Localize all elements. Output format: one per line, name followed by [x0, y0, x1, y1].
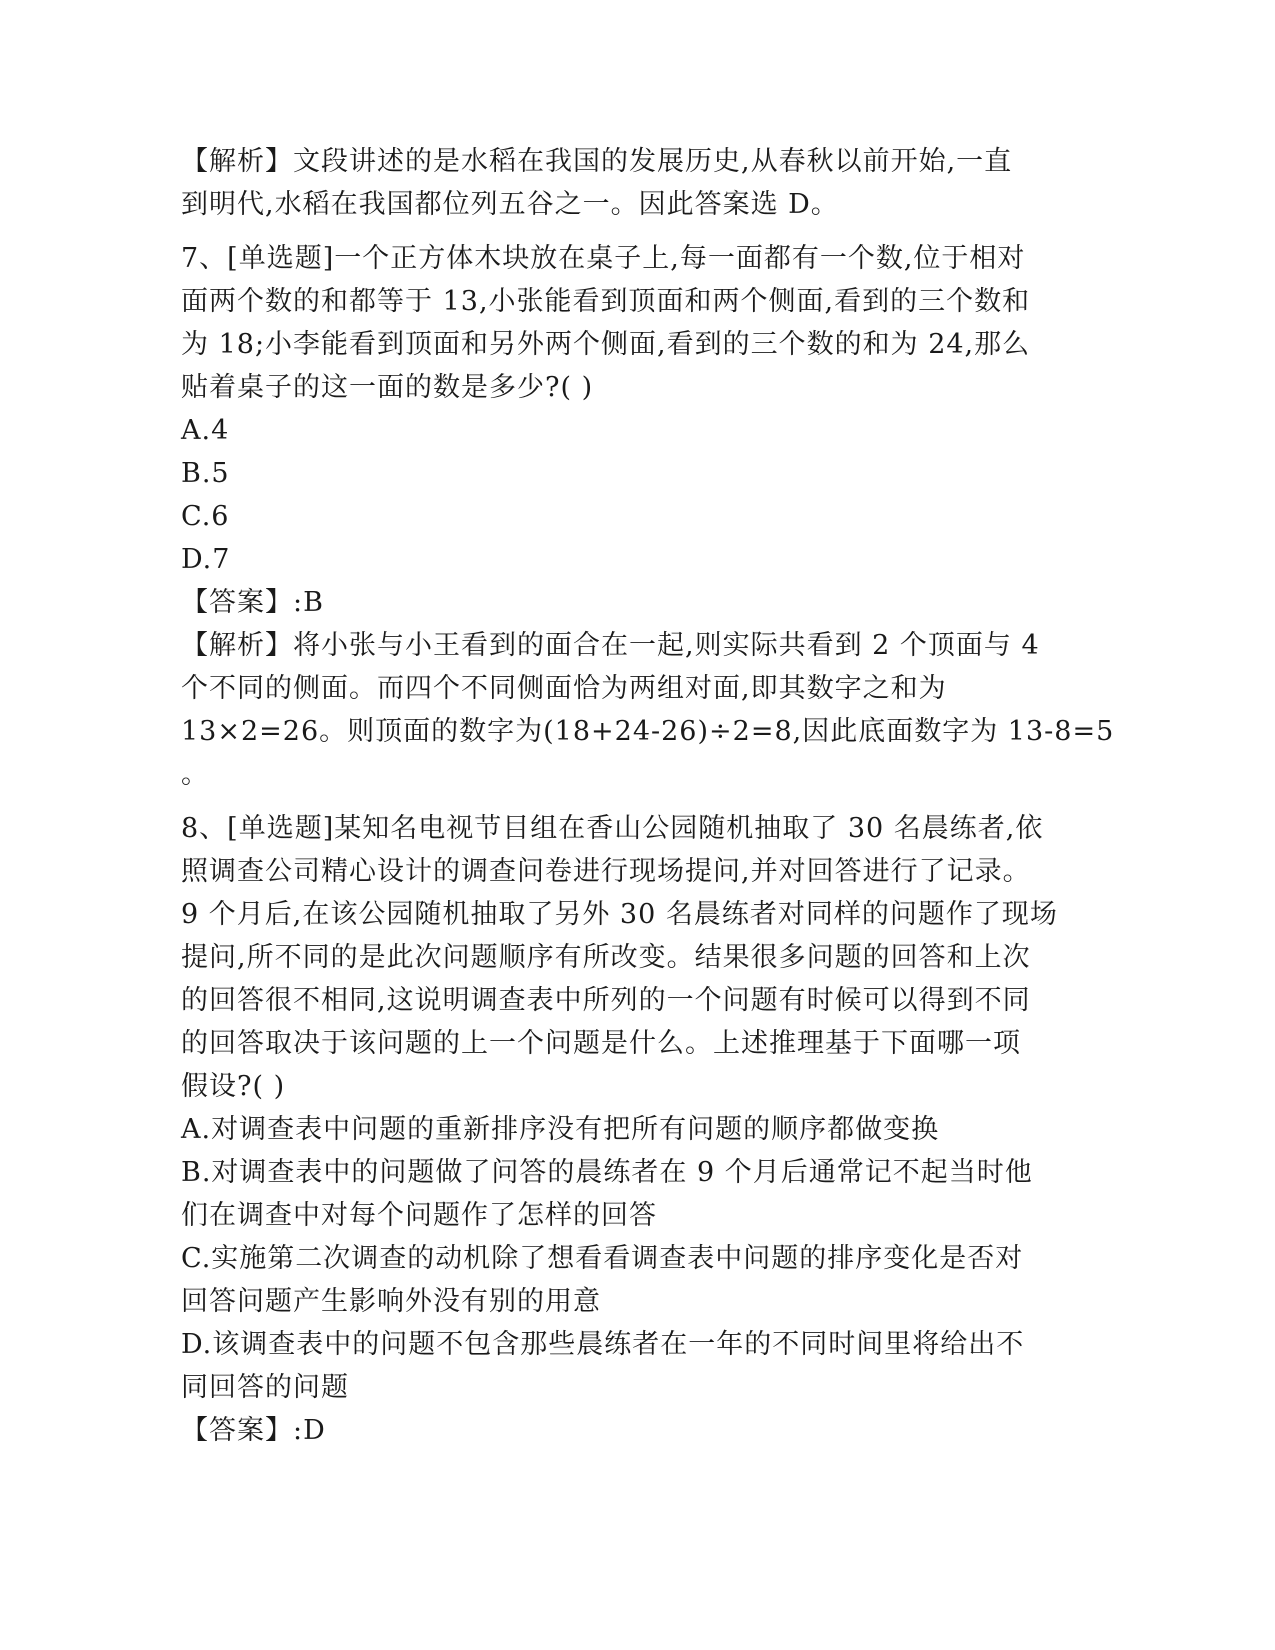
question-text-line: 提问,所不同的是此次问题顺序有所改变。结果很多问题的回答和上次 [181, 942, 1031, 973]
option-d: D.7 [181, 544, 231, 575]
question-text-line: 面两个数的和都等于 13,小张能看到顶面和两个侧面,看到的三个数和 [181, 286, 1031, 317]
question-text-line: 假设?( ) [181, 1071, 286, 1102]
option-d-continued: 同回答的问题 [181, 1372, 349, 1403]
option-c-continued: 回答问题产生影响外没有别的用意 [181, 1286, 601, 1317]
question-text-line: 8、[单选题]某知名电视节目组在香山公园随机抽取了 30 名晨练者,依 [181, 813, 1044, 844]
option-b-continued: 们在调查中对每个问题作了怎样的回答 [181, 1200, 657, 1231]
option-b: B.5 [181, 458, 230, 489]
option-a: A.4 [181, 415, 230, 446]
option-b: B.对调查表中的问题做了问答的晨练者在 9 个月后通常记不起当时他 [181, 1157, 1033, 1188]
answer-line: 【答案】:D [181, 1415, 326, 1446]
analysis-line: 到明代,水稻在我国都位列五谷之一。因此答案选 D。 [181, 189, 839, 220]
question-text-line: 9 个月后,在该公园随机抽取了另外 30 名晨练者对同样的问题作了现场 [181, 899, 1058, 930]
question-text-line: 的回答取决于该问题的上一个问题是什么。上述推理基于下面哪一项 [181, 1028, 1021, 1059]
q6-analysis-block [181, 140, 1041, 226]
question-text-line: 照调查公司精心设计的调查问卷进行现场提问,并对回答进行了记录。 [181, 856, 1031, 887]
option-c: C.6 [181, 501, 230, 532]
analysis-line: 13×2=26。则顶面的数字为(18+24-26)÷2=8,因此底面数字为 13-8=5 [181, 716, 1115, 747]
question-text-line: 7、[单选题]一个正方体木块放在桌子上,每一面都有一个数,位于相对 [181, 243, 1026, 274]
analysis-line: 个不同的侧面。而四个不同侧面恰为两组对面,即其数字之和为 [181, 673, 947, 704]
question-7 [181, 237, 1115, 796]
analysis-line: 。 [181, 759, 209, 790]
question-text-line: 为 18;小李能看到顶面和另外两个侧面,看到的三个数的和为 24,那么 [181, 329, 1031, 360]
option-a: A.对调查表中问题的重新排序没有把所有问题的顺序都做变换 [181, 1114, 940, 1145]
analysis-line: 【解析】将小张与小王看到的面合在一起,则实际共看到 2 个顶面与 4 [181, 630, 1040, 661]
option-d: D.该调查表中的问题不包含那些晨练者在一年的不同时间里将给出不 [181, 1329, 1025, 1360]
question-text-line: 贴着桌子的这一面的数是多少?( ) [181, 372, 594, 403]
analysis-line: 【解析】文段讲述的是水稻在我国的发展历史,从春秋以前开始,一直 [181, 146, 1013, 177]
answer-line: 【答案】:B [181, 587, 324, 618]
option-c: C.实施第二次调查的动机除了想看看调查表中问题的排序变化是否对 [181, 1243, 1024, 1274]
question-8 [181, 807, 1058, 1452]
question-text-line: 的回答很不相同,这说明调查表中所列的一个问题有时候可以得到不同 [181, 985, 1031, 1016]
document-page [181, 140, 1115, 1452]
